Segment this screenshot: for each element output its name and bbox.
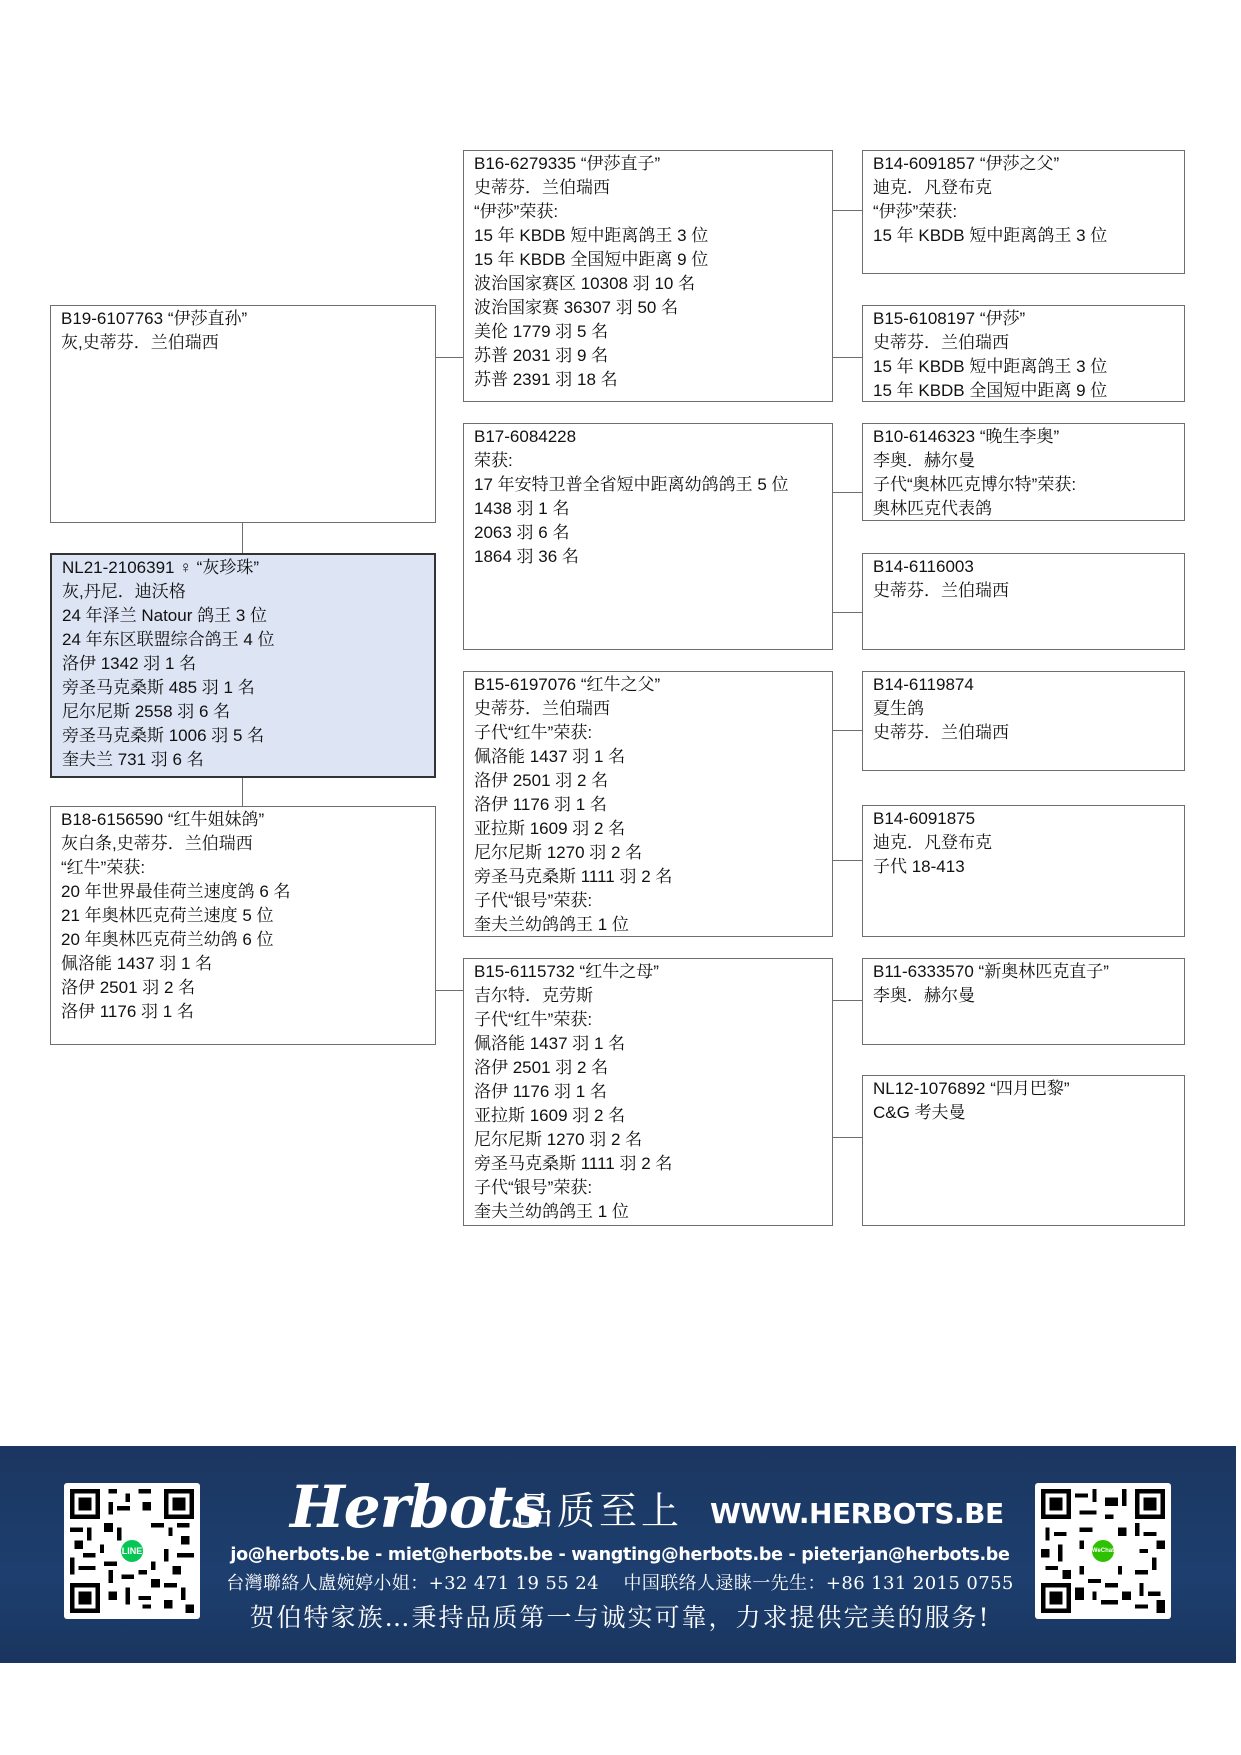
pedigree-line: 20 年奥林匹克荷兰幼鸽 6 位	[61, 930, 274, 949]
pedigree-line: 佩洛能 1437 羽 1 名	[474, 747, 626, 766]
pedigree-line: 17 年安特卫普全省短中距离幼鸽鸽王 5 位	[474, 475, 789, 494]
dam-dam-box	[463, 958, 833, 1226]
connector	[832, 1137, 862, 1138]
pedigree-line: 1864 羽 36 名	[474, 547, 579, 566]
pedigree-line: 苏普 2031 羽 9 名	[474, 346, 609, 365]
pedigree-line: 尼尔尼斯 1270 羽 2 名	[474, 843, 643, 862]
sire-box	[50, 305, 436, 523]
pedigree-line: 尼尔尼斯 1270 羽 2 名	[474, 1130, 643, 1149]
pedigree-line: 洛伊 1176 羽 1 名	[474, 795, 607, 814]
pedigree-line: 吉尔特．克劳斯	[474, 986, 593, 1005]
ss-sire-box	[862, 150, 1185, 274]
pedigree-line: B16-6279335 “伊莎直子”	[474, 154, 661, 173]
pedigree-line: 夏生鸽	[873, 699, 924, 718]
pedigree-line: B14-6091875	[873, 809, 976, 828]
pedigree-line: 子代 18-413	[873, 857, 965, 876]
pedigree-line: 灰白条,史蒂芬．兰伯瑞西	[61, 834, 253, 853]
pedigree-line: 波治国家赛区 10308 羽 10 名	[474, 274, 696, 293]
pedigree-line: 子代“红牛”荣获:	[474, 723, 593, 742]
connector	[242, 777, 243, 807]
pedigree-line: 奎夫兰幼鸽鸽王 1 位	[474, 915, 629, 934]
pedigree-line: “伊莎”荣获:	[474, 202, 559, 221]
ds-dam-box	[862, 805, 1185, 937]
pedigree-line: 洛伊 2501 羽 2 名	[474, 771, 609, 790]
pedigree-line: “红牛”荣获:	[61, 858, 146, 877]
dd-dam-box	[862, 1075, 1185, 1226]
pedigree-line: 旁圣马克桑斯 485 羽 1 名	[62, 678, 255, 697]
phone-contacts: 台灣聯絡人盧婉婷小姐：+32 471 19 55 24 中国联络人逯睐一先生：+86 131 2015 0755	[226, 1573, 1014, 1594]
pedigree-line: B15-6197076 “红牛之父”	[474, 675, 661, 694]
pedigree-line: 子代“奥林匹克博尔特”荣获:	[873, 475, 1077, 494]
pedigree-line: 24 年东区联盟综合鸽王 4 位	[62, 630, 275, 649]
pedigree-line: NL21-2106391 ♀ “灰珍珠”	[62, 558, 260, 577]
pedigree-line: B17-6084228	[474, 427, 577, 446]
pedigree-line: NL12-1076892 “四月巴黎”	[873, 1079, 1070, 1098]
pedigree-line: 洛伊 1176 羽 1 名	[474, 1082, 607, 1101]
sire-sire-box	[463, 150, 833, 402]
pedigree-line: B14-6116003	[873, 557, 974, 576]
pedigree-line: 史蒂芬．兰伯瑞西	[873, 723, 1009, 742]
connector	[435, 990, 463, 991]
pedigree-line: 奥林匹克代表鸽	[873, 499, 992, 518]
pedigree-line: 旁圣马克桑斯 1006 羽 5 名	[62, 726, 265, 745]
slogan: 品质至上	[515, 1489, 684, 1533]
pedigree-line: 灰,史蒂芬．兰伯瑞西	[61, 333, 219, 352]
line-qr-code[interactable]	[64, 1483, 200, 1619]
pedigree-line: 1438 羽 1 名	[474, 499, 570, 518]
pedigree-line: 迪克．凡登布克	[873, 178, 992, 197]
pedigree-line: B19-6107763 “伊莎直孙”	[61, 309, 248, 328]
pedigree-line: B18-6156590 “红牛姐妹鸽”	[61, 810, 265, 829]
pedigree-line: 24 年泽兰 Natour 鸽王 3 位	[62, 606, 268, 625]
pedigree-line: 旁圣马克桑斯 1111 羽 2 名	[474, 867, 673, 886]
pedigree-line: C&G 考夫曼	[873, 1103, 966, 1122]
ds-sire-box	[862, 671, 1185, 771]
pedigree-line: B14-6091857 “伊莎之父”	[873, 154, 1060, 173]
pedigree-line: 洛伊 1342 羽 1 名	[62, 654, 197, 673]
pedigree-line: 李奥．赫尔曼	[873, 451, 975, 470]
pedigree-line: 奎夫兰幼鸽鸽王 1 位	[474, 1202, 629, 1221]
pedigree-line: 史蒂芬．兰伯瑞西	[873, 333, 1009, 352]
pedigree-line: 荣获:	[474, 451, 513, 470]
pedigree-line: 史蒂芬．兰伯瑞西	[474, 699, 610, 718]
connector	[832, 612, 862, 613]
connector	[832, 357, 862, 358]
ss-dam-box	[862, 305, 1185, 402]
pedigree-line: 20 年世界最佳荷兰速度鸽 6 名	[61, 882, 291, 901]
pedigree-line: 迪克．凡登布克	[873, 833, 992, 852]
pedigree-line: 亚拉斯 1609 羽 2 名	[474, 819, 626, 838]
pedigree-line: 美伦 1779 羽 5 名	[474, 322, 609, 341]
wechat-qr-code[interactable]	[1035, 1483, 1171, 1619]
pedigree-line: “伊莎”荣获:	[873, 202, 958, 221]
sire-dam-box	[463, 423, 833, 650]
pedigree-line: 李奥．赫尔曼	[873, 986, 975, 1005]
pedigree-line: 旁圣马克桑斯 1111 羽 2 名	[474, 1154, 673, 1173]
pedigree-line: 2063 羽 6 名	[474, 523, 570, 542]
footer-banner	[0, 1446, 1236, 1663]
sd-sire-box	[862, 423, 1185, 521]
pedigree-line: 苏普 2391 羽 18 名	[474, 370, 618, 389]
pedigree-line: 洛伊 2501 羽 2 名	[474, 1058, 609, 1077]
connector	[832, 730, 862, 731]
pedigree-line: 21 年奥林匹克荷兰速度 5 位	[61, 906, 274, 925]
pedigree-line: 15 年 KBDB 短中距离鸽王 3 位	[474, 226, 709, 245]
pedigree-line: 子代“银号”荣获:	[474, 1178, 593, 1197]
pedigree-line: 佩洛能 1437 羽 1 名	[474, 1034, 626, 1053]
pedigree-line: 尼尔尼斯 2558 羽 6 名	[62, 702, 231, 721]
connector	[832, 1000, 862, 1001]
pedigree-line: B11-6333570 “新奥林匹克直子”	[873, 962, 1109, 981]
line-logo-icon: LINE	[118, 1537, 146, 1565]
connector	[435, 357, 463, 358]
sd-dam-box	[862, 553, 1185, 650]
pedigree-line: 洛伊 1176 羽 1 名	[61, 1002, 194, 1021]
pedigree-line: 灰,丹尼．迪沃格	[62, 582, 186, 601]
connector	[832, 860, 862, 861]
connector	[242, 522, 243, 554]
wechat-logo-icon: WeChat	[1089, 1537, 1117, 1565]
connector	[832, 492, 862, 493]
pedigree-line: 子代“红牛”荣获:	[474, 1010, 593, 1029]
subject-box	[50, 553, 436, 778]
pedigree-line: B10-6146323 “晚生李奥”	[873, 427, 1060, 446]
email-contacts[interactable]: jo@herbots.be - miet@herbots.be - wangting@herbots.be - pieterjan@herbots.be	[230, 1545, 1010, 1565]
pedigree-line: B14-6119874	[873, 675, 974, 694]
pedigree-line: 史蒂芬．兰伯瑞西	[873, 581, 1009, 600]
herbots-logo[interactable]: Herbots	[290, 1473, 544, 1541]
pedigree-line: 15 年 KBDB 短中距离鸽王 3 位	[873, 357, 1108, 376]
tagline: 贺伯特家族…秉持品质第一与诚实可靠，力求提供完美的服务!	[249, 1603, 991, 1632]
dd-sire-box	[862, 958, 1185, 1045]
dam-box	[50, 806, 436, 1045]
pedigree-line: 15 年 KBDB 短中距离鸽王 3 位	[873, 226, 1108, 245]
pedigree-line: 奎夫兰 731 羽 6 名	[62, 750, 204, 769]
pedigree-line: 波治国家赛 36307 羽 50 名	[474, 298, 679, 317]
pedigree-line: 亚拉斯 1609 羽 2 名	[474, 1106, 626, 1125]
brand-row	[290, 1473, 1004, 1544]
pedigree-line: 子代“银号”荣获:	[474, 891, 593, 910]
pedigree-line: 15 年 KBDB 全国短中距离 9 位	[474, 250, 709, 269]
dam-sire-box	[463, 671, 833, 937]
pedigree-line: 洛伊 2501 羽 2 名	[61, 978, 196, 997]
connector	[832, 210, 862, 211]
pedigree-line: 佩洛能 1437 羽 1 名	[61, 954, 213, 973]
website-link[interactable]: WWW.HERBOTS.BE	[710, 1497, 1004, 1530]
pedigree-line: B15-6115732 “红牛之母”	[474, 962, 659, 981]
pedigree-line: 15 年 KBDB 全国短中距离 9 位	[873, 381, 1108, 400]
pedigree-line: B15-6108197 “伊莎”	[873, 309, 1026, 328]
pedigree-line: 史蒂芬．兰伯瑞西	[474, 178, 610, 197]
